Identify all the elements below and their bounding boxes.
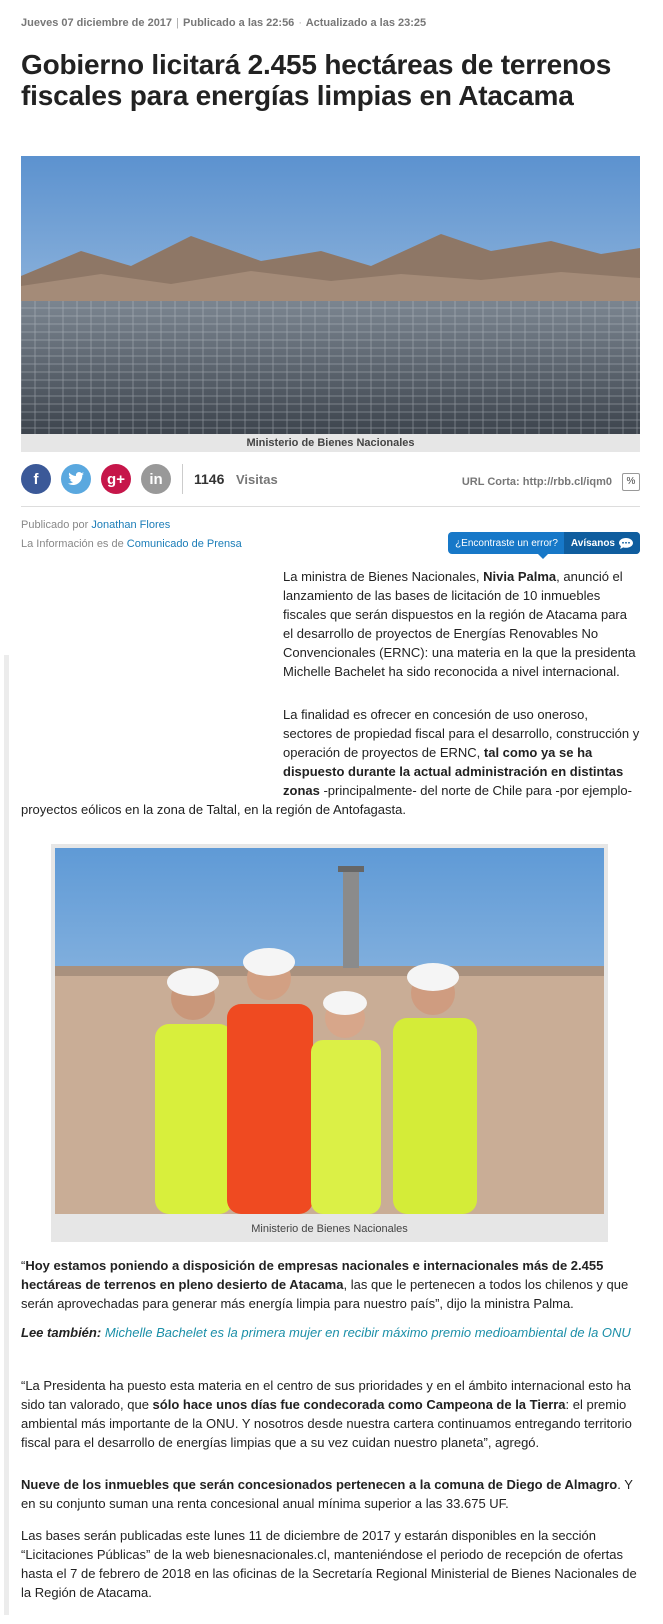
solar-field-photo [21, 156, 640, 434]
article-date: Jueves 07 diciembre de 2017 [21, 17, 173, 29]
report-error-action [564, 532, 640, 554]
divider [21, 506, 640, 507]
read-also-label: Lee también: [21, 1325, 102, 1340]
paragraph-6: Las bases serán publicadas este lunes 11 de diciembre de 2017 y estarán disponibles en la sección “Licitaciones Públicas” de la web bienesnacionales.cl, manteniéndose el periodo de recepción de ofertas hasta el 7 de febrero de 2018 en las oficinas de la Secretaría Regional Ministerial de Bienes Nacionales de la Región de Atacama. [21, 1528, 637, 1600]
left-column-rule [4, 655, 9, 1615]
short-url[interactable]: URL Corta: http://rbb.cl/iqm0 [461, 476, 612, 488]
published-time: Publicado a las 22:56 [183, 17, 295, 29]
speech-bubble-icon [619, 538, 633, 549]
linkedin-share-button[interactable] [141, 464, 171, 494]
dateline [21, 17, 426, 29]
updated-time: Actualizado a las 23:25 [305, 17, 427, 29]
dateline-separator: · [298, 17, 303, 29]
hero-caption: Ministerio de Bienes Nacionales [246, 437, 415, 449]
paragraph-1: La ministra de Bienes Nacionales, Nivia Palma, anunció el lanzamiento de las bases de licitación de 10 inmuebles fiscales que serán dispuestos en la región de Atacama para el desarrollo de proyectos de Energías Renovables No Convencionales (ERNC): una materia en la que la presidenta Michelle Bachelet ha sido reconocida a nivel internacional. [283, 569, 636, 679]
googleplus-icon: g+ [107, 470, 125, 488]
read-also-link[interactable]: Michelle Bachelet es la primera mujer en recibir máximo premio medioambiental de la ONU [104, 1325, 631, 1340]
linkedin-icon: in [149, 470, 163, 488]
source-line [21, 538, 242, 550]
link-icon[interactable]: % [622, 473, 640, 491]
paragraph-4: “La Presidenta ha puesto esta materia en el centro de sus prioridades y en el ámbito internacional esto ha sido tan valorado, que sólo hace unos días fue condecorada como Campeona de la Tierra: el premio ambiental más importante de la ONU. Y nosotros desde nuestra cartera continuamos entregando territorio fiscal para el desarrollo de energías limpias que a su vez cuidan nuestro planeta”, agregó. [21, 1378, 632, 1450]
visits-count: 1146 [194, 471, 225, 487]
report-error-question: ¿Encontraste un error? [455, 537, 558, 549]
facebook-share-button[interactable] [21, 464, 51, 494]
googleplus-share-button[interactable] [101, 464, 131, 494]
facebook-icon: f [33, 470, 39, 488]
article-headline: Gobierno licitará 2.455 hectáreas de terrenos fiscales para energías limpias en Atacama [21, 49, 612, 111]
report-error-action-label: Avísanos [570, 537, 615, 549]
twitter-icon [68, 472, 84, 486]
dateline-separator: | [176, 17, 179, 29]
author-line [21, 519, 170, 531]
officials-photo-figure [51, 844, 608, 1242]
share-divider [182, 464, 183, 494]
paragraph-3: “Hoy estamos poniendo a disposición de empresas nacionales e internacionales más de 2.455 hectáreas de terrenos en pleno desierto de Atacama, las que le pertenecen a todos los chilenos y que serán aprovechadas para generar más energía limpia para nuestro país”, dijo la ministra Palma. [21, 1258, 629, 1311]
hero-image-figure [21, 156, 640, 452]
published-by-label: Publicado por [21, 519, 89, 531]
share-bar [21, 464, 640, 500]
visits-label: Visitas [236, 472, 278, 487]
float-spacer [21, 705, 283, 800]
officials-photo [55, 848, 612, 1220]
source-label: La Información es de [21, 538, 124, 550]
paragraph-2: La finalidad es ofrecer en concesión de uso oneroso, sectores de propiedad fiscal para el desarrollo, construcción y operación de proyectos de ERNC, tal como ya se ha dispuesto durante la actual administración en distintas zonas -principalmente- del norte de Chile para -por ejemplo- proyectos eólicos en la zona de Taltal, en la región de Antofagasta. [21, 707, 640, 817]
paragraph-5: Nueve de los inmuebles que serán concesionados pertenecen a la comuna de Diego de Almagro. Y en su conjunto suman una renta concesional anual mínima superior a las 33.675 UF. [21, 1477, 633, 1511]
report-error-button[interactable] [448, 532, 640, 554]
read-also [21, 1323, 640, 1342]
officials-photo-caption: Ministerio de Bienes Nacionales [251, 1223, 408, 1235]
author-link[interactable]: Jonathan Flores [91, 519, 171, 531]
source-link[interactable]: Comunicado de Prensa [126, 538, 242, 550]
twitter-share-button[interactable] [61, 464, 91, 494]
